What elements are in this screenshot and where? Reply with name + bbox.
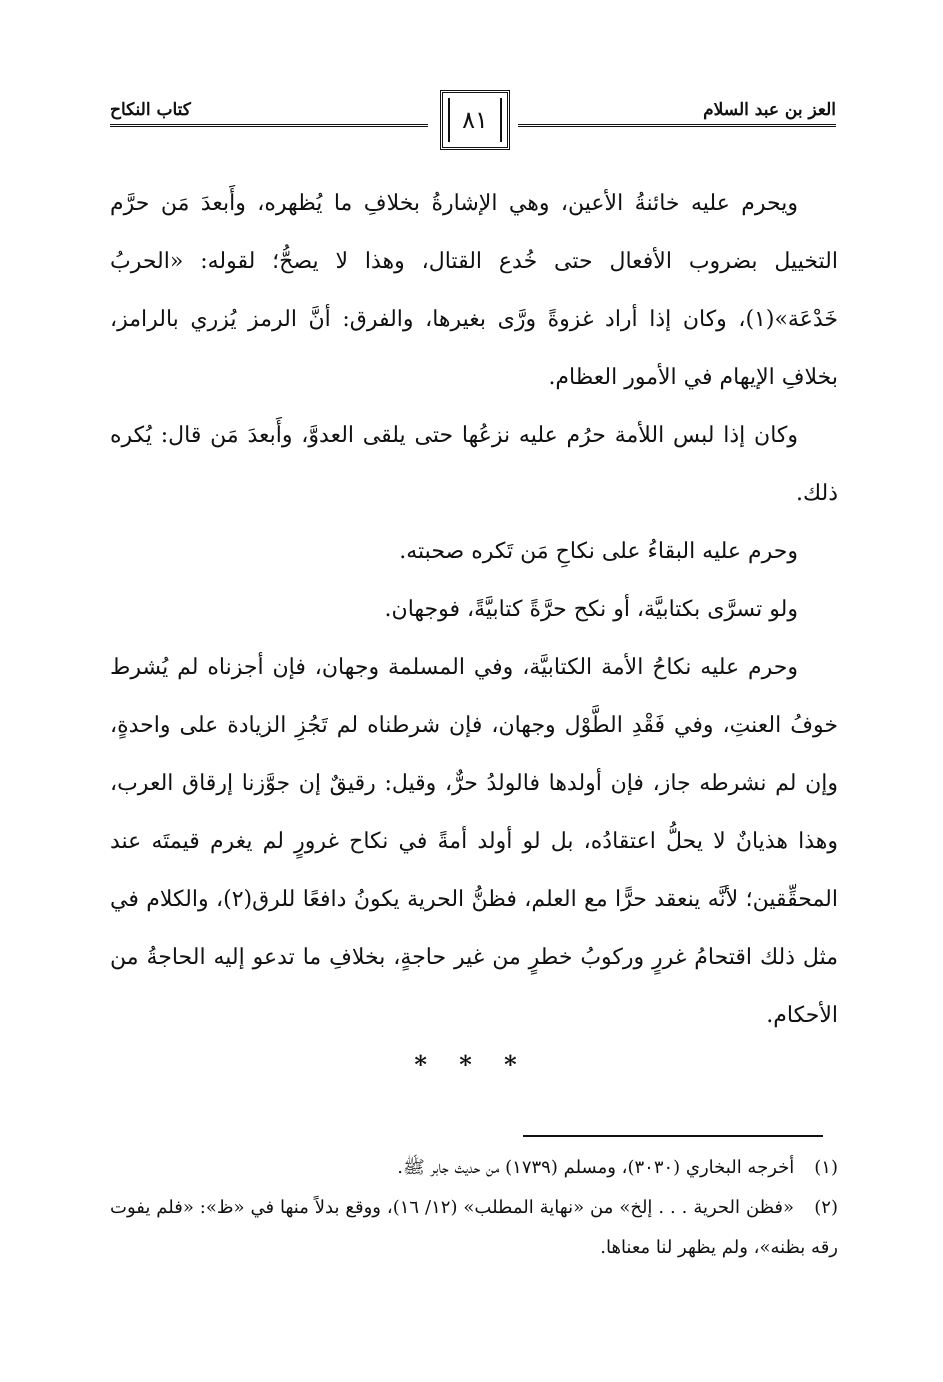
- header-rule-right: [518, 124, 836, 127]
- footnotes: [110, 1148, 838, 1268]
- paragraph-2: وكان إذا لبس اللأمة حرُم عليه نزعُها حتى يلقى العدوَّ، وأَبعدَ مَن قال: يُكره ذلك.: [110, 423, 838, 506]
- page-number: ٨١: [462, 106, 488, 134]
- page-number-frame: [440, 90, 510, 150]
- footnote-1-text: أخرجه البخاري (٣٠٣٠)، ومسلم (١٧٣٩) من حديث جابر ﷺ.: [397, 1157, 795, 1178]
- header-author: العز بن عبد السلام: [703, 100, 836, 120]
- paragraph-5: وحرم عليه نكاحُ الأمة الكتابيَّة، وفي المسلمة وجهان، فإن أجزناه لم يُشرط خوفُ العنتِ، وفي فَقْدِ الطَّوْل وجهان، فإن شرطناه لم تَجُزِ الزيادة على واحدةٍ، وإن لم نشرطه جاز، فإن أولدها فالولدُ حرٌّ، وقيل: رقيقٌ إن جوَّزنا إرقاق العرب، وهذا هذيانٌ لا يحلُّ اعتقادُه، بل لو أولد أمةً في نكاح غرورٍ لم يغرم قيمتَه عند المحقِّقين؛ لأنَّه ينعقد حرًّا مع العلم، فظنُّ الحرية يكونُ دافعًا للرق(٢)، والكلام في مثل ذلك اقتحامُ غررٍ وركوبُ خطرٍ من غير حاجةٍ، بخلافِ ما تدعو إليه الحاجةُ من الأحكام.: [110, 655, 838, 1028]
- footnote-2-number: (٢): [814, 1197, 838, 1218]
- header-book-title: كتاب النكاح: [110, 100, 191, 120]
- footnote-2-text: «فظن الحرية . . . إلخ» من «نهاية المطلب» (١٢/ ١٦)، ووقع بدلاً منها في «ظ»: «فلم يفوت رقه بظنه»، ولم يظهر لنا معناها.: [110, 1197, 838, 1258]
- paragraph-4: ولو تسرَّى بكتابيَّة، أو نكح حرَّةً كتابيَّةً، فوجهان.: [384, 597, 798, 622]
- paragraph-3: وحرم عليه البقاءُ على نكاحِ مَن تَكره صحبته.: [399, 539, 798, 564]
- paragraph-1: ويحرم عليه خائنةُ الأعين، وهي الإشارةُ بخلافِ ما يُظهره، وأَبعدَ مَن حرَّم التخييل بضروب الأفعال حتى خُدع القتال، وهذا لا يصحُّ؛ لقوله: «الحربُ خَدْعَة»(١)، وكان إذا أراد غزوةً ورَّى بغيرها، والفرق: أنَّ الرمز يُزري بالرامز، بخلافِ الإيهام في الأمور العظام.: [110, 191, 838, 390]
- footnote-2: [110, 1188, 838, 1268]
- main-text: [110, 175, 838, 1045]
- running-header: [110, 88, 836, 178]
- section-separator: * * *: [414, 1050, 529, 1079]
- footnote-1-number: (١): [814, 1157, 838, 1178]
- footnote-1: [110, 1148, 838, 1188]
- header-rule-left: [110, 124, 428, 127]
- footnote-rule: [523, 1135, 823, 1137]
